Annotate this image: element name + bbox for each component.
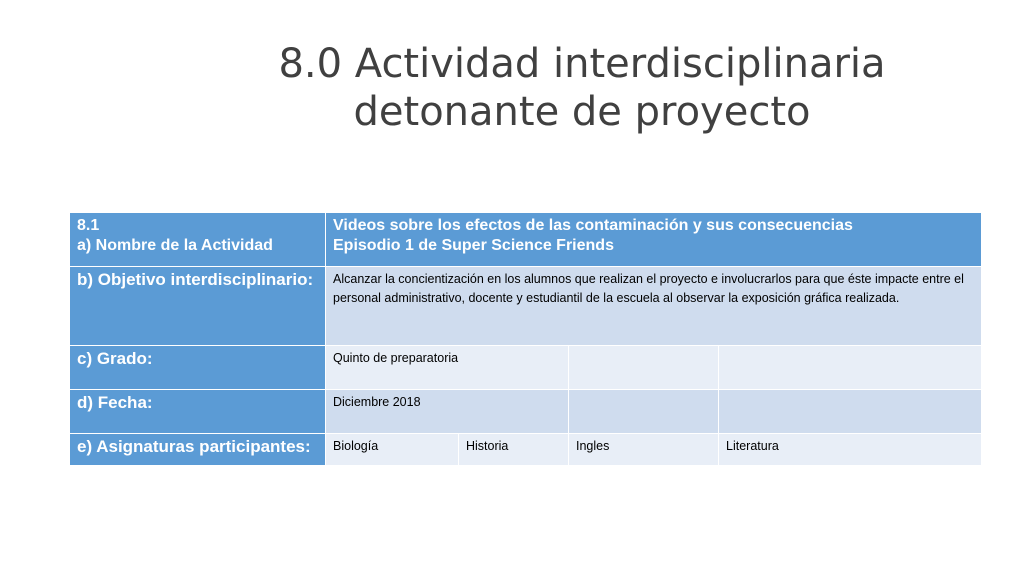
grade-value: Quinto de preparatoria	[326, 346, 569, 390]
objective-value: Alcanzar la concientización en los alumnos que realizan el proyecto e involucrarlos para que éste impacte entre el personal administrativo, docente y estudiantil de la escuela al observar la exposición gráfica realizada.	[326, 267, 982, 346]
table-row-objective	[70, 267, 982, 346]
section-number: 8.1	[77, 217, 100, 234]
date-value: Diciembre 2018	[326, 390, 569, 434]
activity-name-line-1: Videos sobre los efectos de las contaminación y sus consecuencias	[333, 217, 853, 234]
date-label: d) Fecha:	[70, 390, 326, 434]
subject-cell: Biología	[326, 434, 459, 466]
objective-label: b) Objetivo interdisciplinario:	[70, 267, 326, 346]
grade-empty-cell-1	[569, 346, 719, 390]
slide-title-line-1: 8.0 Actividad interdisciplinaria	[278, 41, 886, 87]
activity-name-value	[326, 213, 982, 267]
table-row-grade	[70, 346, 982, 390]
date-empty-cell-1	[569, 390, 719, 434]
activity-name-label-text: a) Nombre de la Actividad	[77, 237, 273, 254]
grade-empty-cell-2	[719, 346, 982, 390]
subject-cell: Literatura	[719, 434, 982, 466]
grade-label: c) Grado:	[70, 346, 326, 390]
table-row-date	[70, 390, 982, 434]
subjects-label: e) Asignaturas participantes:	[70, 434, 326, 466]
table-row-subjects	[70, 434, 982, 466]
slide-title-line-2: detonante de proyecto	[353, 89, 811, 135]
activity-name-label	[70, 213, 326, 267]
activity-table	[69, 212, 982, 466]
subject-cell: Ingles	[569, 434, 719, 466]
subject-cell: Historia	[459, 434, 569, 466]
activity-name-line-2: Episodio 1 de Super Science Friends	[333, 237, 614, 254]
slide-title	[140, 40, 1024, 136]
table-row-activity-name	[70, 213, 982, 267]
date-empty-cell-2	[719, 390, 982, 434]
